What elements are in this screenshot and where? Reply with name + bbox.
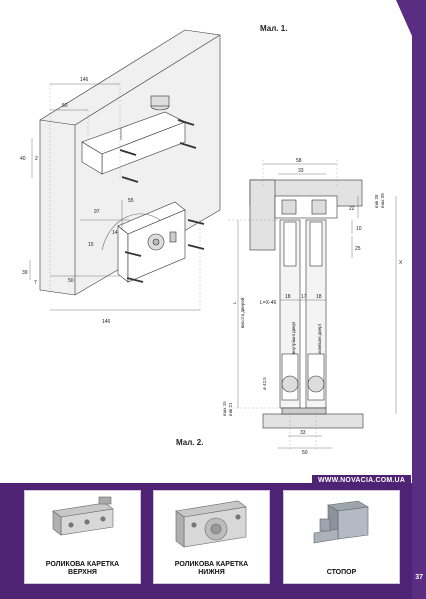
dim-50-bottom: 50 [68,278,74,284]
brand-side-bar [412,0,426,599]
inner-door-label: внутрішні двері [291,321,296,354]
page-number: 37 [415,574,423,581]
dim-l: L [232,301,237,304]
dim-18-b: 18 [316,294,322,300]
upper-carriage-label: РОЛИКОВА КАРЕТКА ВЕРХНЯ [45,561,120,576]
product-card-stopper [283,490,400,584]
figure-2-section-drawing [218,158,408,458]
door-height-label: висота дверей [240,297,245,328]
dim-22: 22 [349,206,355,212]
stopper-label: СТОПОР [326,569,357,576]
website-url: WWW.NOVACIA.COM.UA [312,475,411,486]
dim-39: 39 [22,270,28,276]
figure-1-isometric-drawing [10,20,230,340]
dim-146-top: 146 [80,77,89,83]
dim-18-a: 18 [285,294,291,300]
dim-17: 17 [301,294,307,300]
outer-door-label: зовнішні двері [317,324,322,354]
dim-7: 7 [34,280,37,286]
dim-58: 58 [296,158,302,164]
dim-146-bottom: 146 [102,319,111,325]
dim-max-15: max 15 [222,401,227,416]
dim-2: 2 [35,156,38,162]
dim-50-top: 50 [62,103,68,109]
dim-max-28: max 28 [380,193,385,208]
stopper-image [284,491,399,561]
dim-min-26: min 26 [374,194,379,208]
lower-carriage-label: РОЛИКОВА КАРЕТКА НИЖНЯ [174,561,249,576]
dim-33-bottom: 33 [300,430,306,436]
dim-97: 97 [94,209,100,215]
lower-carriage-image [154,491,269,561]
dim-x: X [399,260,403,266]
figure-1-caption: Мал. 1. [260,24,288,33]
dim-phi-42-5: ø 42,5 [262,377,267,390]
product-card-upper-carriage [24,490,141,584]
dim-33-top: 33 [298,168,304,174]
figure-2-caption: Мал. 2. [176,438,204,447]
dim-10: 10 [356,226,362,232]
dim-14: 14 [112,230,118,236]
dim-40: 40 [20,156,26,162]
product-card-lower-carriage [153,490,270,584]
dim-min-21: min 21 [228,402,233,416]
dim-15: 15 [88,242,94,248]
dim-55: 55 [128,198,134,204]
dim-25: 25 [355,246,361,252]
dim-lx: L=X-46 [260,300,277,306]
dim-50: 50 [302,450,308,456]
upper-carriage-image [25,491,140,561]
floor-block [263,414,363,428]
